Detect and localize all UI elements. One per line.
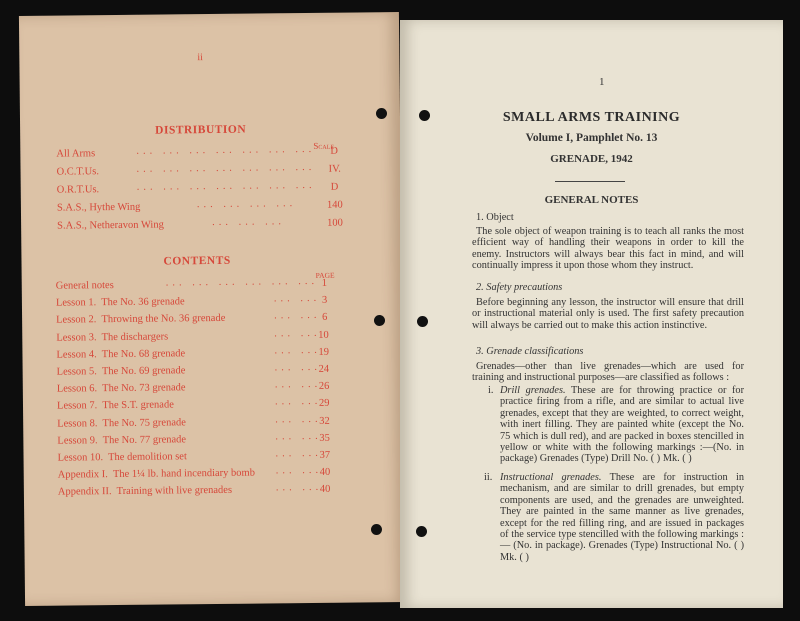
contents-label: Appendix I. The 1¼ lb. hand incendiary bomb: [57, 467, 256, 481]
item-ii: [500, 472, 744, 563]
binding-hole: [417, 316, 428, 327]
leader-dots: ... ...: [274, 327, 321, 339]
leader-dots: ... ... ... ... ... ...: [165, 275, 319, 289]
distribution-heading: DISTRIBUTION: [155, 123, 247, 137]
leader-dots: ... ...: [274, 310, 321, 322]
s1-heading-text: 1. Object: [476, 212, 514, 223]
item-i-label: i.: [488, 385, 494, 396]
contents-label: Lesson 2. Throwing the No. 36 grenade: [56, 313, 226, 327]
document-subtitle: Volume I, Pamphlet No. 13: [525, 132, 658, 144]
contents-page: 1: [321, 277, 328, 289]
s2-heading: 2. Safety precautions: [476, 282, 563, 293]
distribution-label: S.A.S., Hythe Wing: [56, 201, 141, 214]
contents-label: Lesson 8. The No. 75 grenade: [57, 416, 186, 430]
contents-row: [57, 465, 331, 481]
distribution-value: 140: [326, 199, 343, 211]
distribution-label: O.R.T.Us.: [56, 184, 100, 196]
contents-row: [56, 361, 330, 378]
item-i: [500, 385, 744, 465]
s1-heading: [476, 212, 514, 223]
page-number-right: 1: [599, 76, 605, 88]
contents-label: Lesson 5. The No. 69 grenade: [56, 365, 186, 378]
s3-heading: 3. Grenade classifications: [476, 346, 584, 357]
contents-row: [57, 413, 330, 430]
binding-hole: [416, 526, 427, 537]
leader-dots: ... ...: [275, 430, 322, 443]
distribution-label: All Arms: [56, 148, 96, 160]
s3-paragraph: [472, 361, 744, 384]
binding-hole: [376, 108, 387, 119]
leader-dots: ... ...: [275, 413, 322, 425]
contents-row: [57, 482, 331, 499]
contents-page: 40: [319, 466, 331, 479]
section-heading: GENERAL NOTES: [544, 194, 639, 206]
contents-page: 19: [318, 346, 330, 358]
leader-dots: ... ...: [274, 396, 322, 408]
contents-label: Lesson 9. The No. 77 grenade: [57, 434, 187, 447]
contents-page: 26: [318, 380, 330, 393]
contents-row: [56, 327, 329, 344]
contents-row: [56, 344, 330, 361]
contents-row: [57, 430, 330, 447]
leader-dots: ... ...: [273, 293, 321, 305]
distribution-label: O.C.T.Us.: [56, 166, 100, 178]
contents-label: Appendix II. Training with live grenades: [57, 485, 233, 499]
s2-paragraph: [472, 297, 744, 331]
s2-text: Before beginning any lesson, the instructor will ensure that drill or instructional material only is used. The first safety precaution will always be carried out to make this action instinctive.: [472, 297, 744, 331]
distribution-row: O.R.T.Us. ... ... ... ... ... ... ... D: [56, 179, 339, 196]
contents-page: 3: [321, 294, 328, 307]
title-rule: [555, 181, 625, 182]
contents-label: Lesson 10. The demolition set: [57, 451, 187, 464]
item-ii-title: Instructional grenades.: [500, 472, 602, 483]
left-page: [19, 12, 405, 606]
leader-dots: ... ...: [275, 482, 323, 494]
contents-label: Lesson 1. The No. 36 grenade: [55, 296, 185, 309]
contents-page: 29: [318, 398, 330, 410]
binding-hole: [419, 110, 430, 121]
distribution-value: D: [330, 145, 339, 157]
contents-row: [55, 275, 328, 292]
contents-row: [56, 379, 330, 395]
item-i-title: Drill grenades.: [500, 385, 566, 396]
contents-heading: CONTENTS: [163, 254, 231, 268]
contents-label: Lesson 4. The No. 68 grenade: [56, 348, 186, 361]
distribution-row: O.C.T.Us. ... ... ... ... ... ... ... IV.: [56, 161, 341, 178]
contents-row: [56, 310, 328, 327]
page-number-left: ii: [197, 52, 203, 64]
contents-page: 10: [318, 329, 329, 341]
contents-row: [57, 447, 331, 464]
contents-page: 6: [322, 312, 328, 324]
contents-row: [56, 396, 330, 413]
distribution-value: IV.: [328, 163, 341, 175]
contents-row: [55, 293, 328, 309]
binding-hole: [371, 524, 382, 535]
s3-text: Grenades—other than live grenades—which are used for training and instructional purposes—are classified as follows :: [472, 361, 744, 384]
item-ii-text: These are for instruction in mechanism, and are similar to drill grenades, but empty components are used, and the grenades are unweighted. They are painted in the same manner as live grenades, except for the red filling ring, and are issued in packages of the service type stencilled with the following markings :— (No. in package). Grenades (Type) Instructional No. ( ) Mk. ( ): [500, 472, 745, 563]
document-subtitle-2: GRENADE, 1942: [550, 153, 633, 165]
contents-page: 35: [319, 432, 330, 444]
contents-page: 32: [319, 415, 330, 427]
distribution-value: D: [330, 181, 339, 193]
contents-label: Lesson 7. The S.T. grenade: [56, 399, 174, 413]
right-page: [400, 20, 783, 608]
contents-label: Lesson 6. The No. 73 grenade: [56, 382, 186, 395]
leader-dots: ... ...: [274, 361, 322, 374]
scale-label: Scale: [313, 140, 335, 151]
binding-hole: [374, 315, 385, 326]
item-i-text: These are for throwing practice or for practice firing from a rifle, and are similar to actual live grenades, except that they are weighted, to correct weight, with inert filling. They are painted white (except the No. 75 which is dull red), and are packed in boxes stencilled in yellow or white with the following markings :—(No. in package) Grenades (Type) Drill No. ( ) Mk. ( ): [500, 385, 745, 465]
contents-page: 24: [318, 363, 330, 375]
contents-label: Lesson 3. The dischargers: [56, 331, 169, 344]
document-title: SMALL ARMS TRAINING: [502, 110, 681, 125]
distribution-row: All Arms ... ... ... ... ... ... ... D: [56, 143, 339, 160]
distribution-row: S.A.S., Netheravon Wing ... ... ... 100: [57, 216, 343, 232]
leader-dots: ... ...: [275, 447, 322, 460]
item-ii-label: ii.: [484, 472, 493, 483]
contents-page: 37: [319, 449, 331, 461]
contents-page: 40: [319, 484, 331, 496]
page-label: PAGE: [315, 270, 335, 280]
leader-dots: ... ...: [274, 344, 321, 357]
contents-label: General notes: [55, 280, 114, 292]
distribution-row: S.A.S., Hythe Wing ... ... ... ... 140: [56, 198, 343, 214]
distribution-value: 100: [327, 217, 343, 229]
s1-text: The sole object of weapon training is to teach all ranks the most efficient way of handling their weapons in order to kill the enemy. Instructors will always bear this fact in mind, and will continually impress it upon those whom they instruct.: [472, 226, 744, 272]
leader-dots: ... ...: [274, 379, 322, 391]
leader-dots: ... ...: [275, 465, 323, 477]
s1-paragraph: [472, 226, 744, 272]
distribution-label: S.A.S., Netheravon Wing: [57, 219, 164, 232]
